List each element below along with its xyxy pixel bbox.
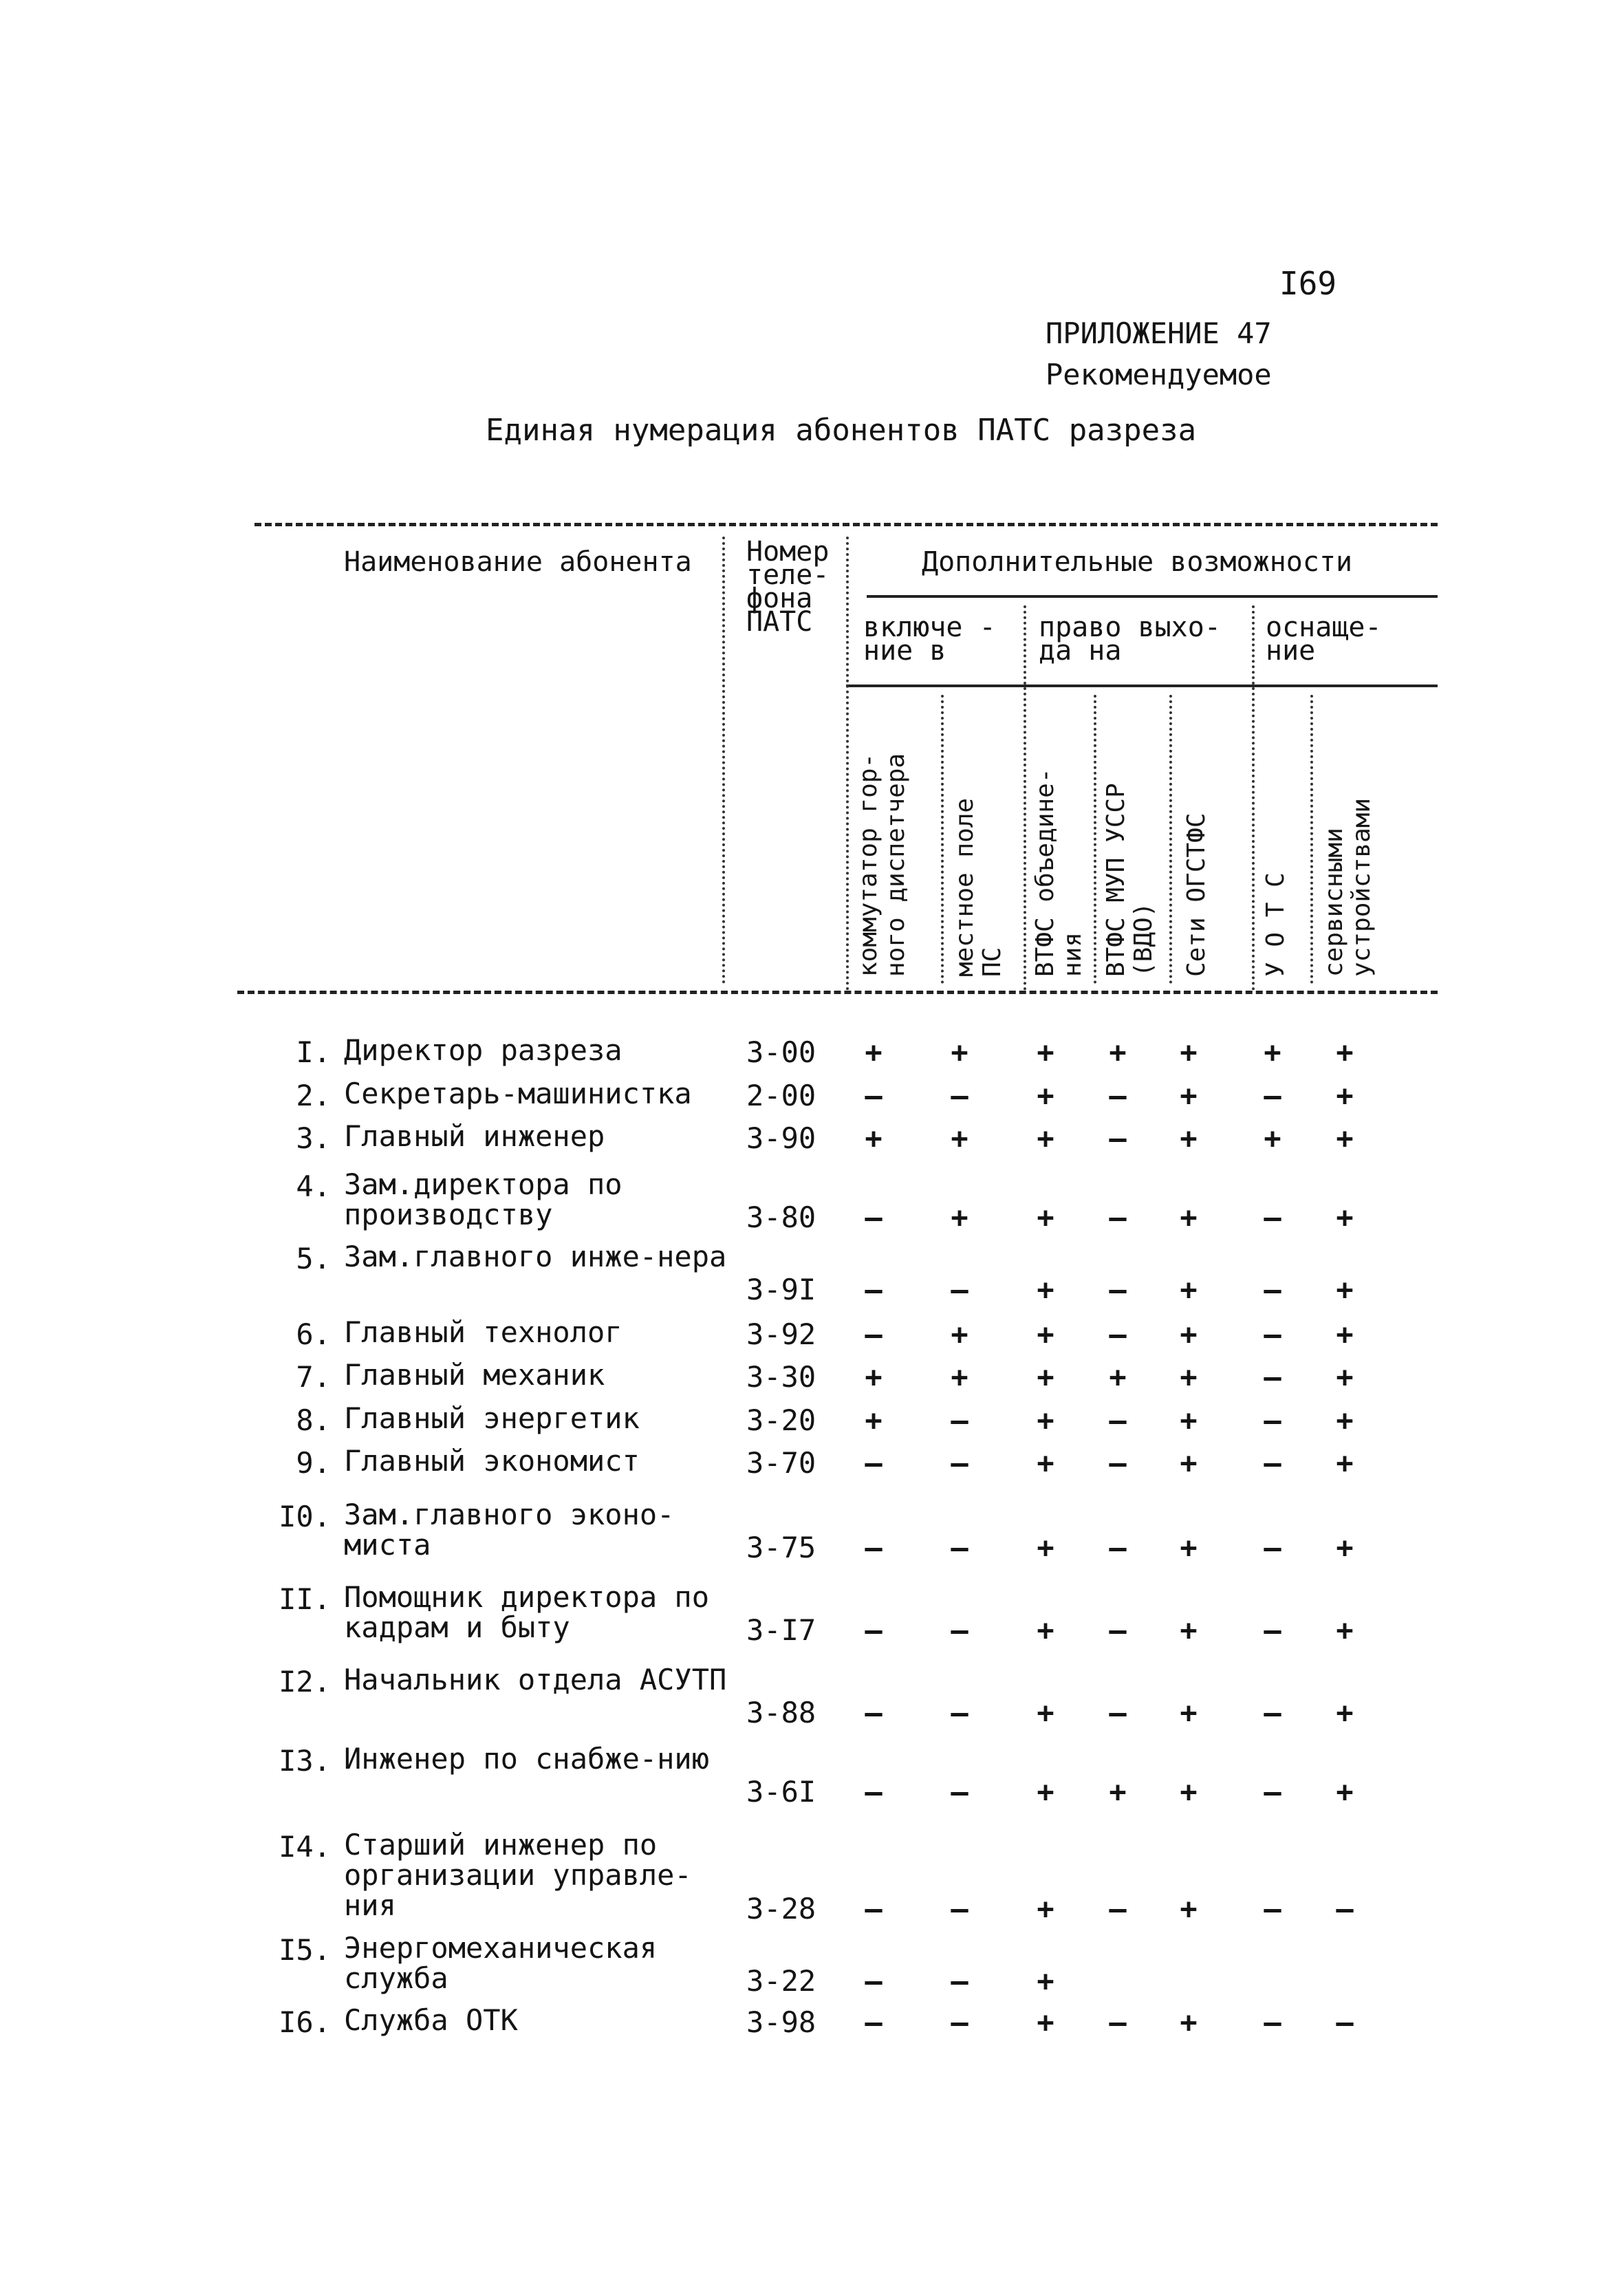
capability-mark: + (1037, 1892, 1054, 1926)
capability-mark: + (865, 1121, 883, 1155)
row-number: 2. (296, 1079, 331, 1112)
document-title: Единая нумерация абонентов ПАТС разреза (486, 413, 1197, 448)
capability-mark: + (1180, 1360, 1198, 1394)
capability-mark: – (1109, 1079, 1127, 1112)
capability-mark: – (951, 1403, 968, 1437)
capability-mark: + (1180, 1035, 1198, 1069)
row-number: I5. (279, 1933, 331, 1967)
sub-column-header: Сети ОГСТФС (1182, 812, 1211, 977)
capability-mark: – (1264, 1892, 1281, 1926)
capability-mark: – (1336, 1892, 1354, 1926)
capability-mark: – (1264, 1696, 1281, 1729)
capability-mark: + (1180, 1775, 1198, 1809)
capability-mark: – (865, 2005, 883, 2039)
sub-column-header: ВТФС МУП УССР (ВДО) (1102, 783, 1158, 977)
capability-mark: – (951, 1964, 968, 1998)
capability-mark: + (1264, 1121, 1281, 1155)
capability-mark: + (1264, 1035, 1281, 1069)
capability-mark: + (1336, 1403, 1354, 1437)
capability-mark: + (1037, 1121, 1054, 1155)
capability-mark: – (865, 1775, 883, 1809)
sub-column-header: У О Т С (1262, 872, 1290, 977)
column-separator (1094, 695, 1096, 984)
row-number: 7. (296, 1360, 331, 1394)
column-separator (722, 537, 725, 984)
capability-mark: – (1264, 1446, 1281, 1480)
subscriber-name: Служба ОТК (344, 2003, 518, 2037)
row-number: 8. (296, 1403, 331, 1437)
column-header-name: Наименование абонента (344, 546, 692, 578)
phone-number: 2-00 (746, 1079, 816, 1112)
capability-mark: + (1336, 1317, 1354, 1351)
subscriber-name: Главный механик (344, 1358, 605, 1392)
phone-number: 3-70 (746, 1446, 816, 1480)
capability-mark: + (1037, 1079, 1054, 1112)
group-rule (846, 684, 1438, 687)
capability-mark: + (1336, 1531, 1354, 1564)
column-separator (846, 537, 849, 991)
capability-mark: + (1037, 2005, 1054, 2039)
capability-mark: – (1264, 1403, 1281, 1437)
capability-mark: + (865, 1403, 883, 1437)
row-number: 3. (296, 1121, 331, 1155)
capability-mark: + (1037, 1035, 1054, 1069)
capability-mark: – (1264, 2005, 1281, 2039)
capability-mark: – (865, 1613, 883, 1647)
capability-mark: + (1037, 1531, 1054, 1564)
capability-mark: – (951, 2005, 968, 2039)
capability-mark: – (1264, 1775, 1281, 1809)
subscriber-name: Главный инженер (344, 1119, 605, 1153)
sub-column-header: местное поле ПС (951, 797, 1006, 977)
phone-number: 3-22 (746, 1964, 816, 1998)
phone-number: 3-75 (746, 1531, 816, 1564)
subscriber-name: Главный экономист (344, 1444, 640, 1478)
capability-mark: – (865, 1531, 883, 1564)
capability-mark: + (1109, 1775, 1127, 1809)
capability-mark: – (1264, 1200, 1281, 1234)
row-number: I4. (279, 1830, 331, 1864)
capability-mark: – (951, 1273, 968, 1306)
row-number: 9. (296, 1446, 331, 1480)
capability-mark: – (1264, 1613, 1281, 1647)
row-number: 5. (296, 1242, 331, 1275)
capability-mark: + (1037, 1360, 1054, 1394)
phone-number: 3-28 (746, 1892, 816, 1926)
capability-mark: + (1109, 1035, 1127, 1069)
capability-mark: + (951, 1035, 968, 1069)
capability-mark: + (865, 1035, 883, 1069)
capability-mark: + (1180, 2005, 1198, 2039)
column-separator (1169, 695, 1172, 984)
subscriber-name: Главный технолог (344, 1315, 622, 1349)
page-number: I69 (1279, 265, 1337, 302)
phone-number: 3-6I (746, 1775, 816, 1809)
capability-mark: – (1109, 1613, 1127, 1647)
capability-mark: – (1109, 1403, 1127, 1437)
capability-mark: – (1109, 1200, 1127, 1234)
subscriber-name: Главный энергетик (344, 1401, 640, 1435)
capability-mark: + (1336, 1079, 1354, 1112)
appendix-status: Рекомендуемое (1046, 358, 1272, 391)
capability-mark: + (1180, 1273, 1198, 1306)
capability-mark: – (1264, 1531, 1281, 1564)
capability-mark: – (1109, 1892, 1127, 1926)
row-number: I2. (279, 1665, 331, 1699)
capability-mark: + (1037, 1200, 1054, 1234)
capability-mark: – (865, 1079, 883, 1112)
capability-mark: – (865, 1964, 883, 1998)
capability-mark: + (1037, 1775, 1054, 1809)
capability-mark: – (1336, 2005, 1354, 2039)
row-number: I3. (279, 1744, 331, 1778)
capability-mark: + (1109, 1360, 1127, 1394)
capability-mark: + (951, 1360, 968, 1394)
capability-mark: + (1336, 1035, 1354, 1069)
capability-mark: – (1109, 1446, 1127, 1480)
capability-mark: – (1109, 1696, 1127, 1729)
capability-mark: + (1180, 1696, 1198, 1729)
phone-number: 3-90 (746, 1121, 816, 1155)
subscriber-name: Директор разреза (344, 1033, 622, 1067)
header-top-divider (255, 523, 1438, 526)
appendix-label: ПРИЛОЖЕНИЕ 47 (1046, 316, 1272, 350)
capability-mark: + (1037, 1613, 1054, 1647)
capability-mark: + (1336, 1446, 1354, 1480)
capability-mark: + (1037, 1446, 1054, 1480)
row-number: I6. (279, 2005, 331, 2039)
capability-mark: + (1336, 1121, 1354, 1155)
column-header-extra: Дополнительные возможности (922, 546, 1353, 578)
sub-column-header: ВТФС объедине- ния (1031, 768, 1087, 977)
phone-number: 3-20 (746, 1403, 816, 1437)
group-header-access: право выхо- да на (1039, 612, 1221, 667)
capability-mark: + (1180, 1531, 1198, 1564)
phone-number: 3-00 (746, 1035, 816, 1069)
capability-mark: – (1264, 1360, 1281, 1394)
capability-mark: + (1336, 1273, 1354, 1306)
capability-mark: + (1180, 1317, 1198, 1351)
phone-number: 3-92 (746, 1317, 816, 1351)
header-bottom-divider (237, 991, 1438, 994)
subscriber-name: Начальник отдела АСУТП (344, 1663, 727, 1696)
capability-mark: + (1180, 1079, 1198, 1112)
column-separator (1252, 605, 1255, 991)
capability-mark: + (1180, 1121, 1198, 1155)
capability-mark: – (865, 1200, 883, 1234)
capability-mark: – (1109, 1317, 1127, 1351)
row-number: II. (279, 1582, 331, 1616)
subscriber-name: Зам.главного эконо-миста (344, 1498, 675, 1562)
capability-mark: + (951, 1121, 968, 1155)
capability-mark: + (951, 1317, 968, 1351)
capability-mark: + (1336, 1775, 1354, 1809)
group-header-inclusion: включе - ние в (863, 612, 996, 667)
capability-mark: – (865, 1273, 883, 1306)
subscriber-name: Зам.главного инже-нера (344, 1240, 727, 1273)
sub-column-header: сервисными устройствами (1320, 797, 1376, 977)
capability-mark: – (951, 1531, 968, 1564)
capability-mark: – (951, 1775, 968, 1809)
subscriber-name: Помощник директора по кадрам и быту (344, 1580, 710, 1644)
capability-mark: – (1109, 1531, 1127, 1564)
capability-mark: – (1264, 1317, 1281, 1351)
capability-mark: + (1037, 1403, 1054, 1437)
capability-mark: + (1180, 1613, 1198, 1647)
row-number: 6. (296, 1317, 331, 1351)
phone-number: 3-98 (746, 2005, 816, 2039)
column-separator (1310, 695, 1313, 984)
capability-mark: – (1109, 1273, 1127, 1306)
capability-mark: + (1180, 1446, 1198, 1480)
row-number: I0. (279, 1500, 331, 1533)
column-separator (1024, 605, 1026, 991)
capability-mark: – (951, 1613, 968, 1647)
capability-mark: – (951, 1696, 968, 1729)
sub-column-header: коммутатор гор- ного диспетчера (854, 753, 910, 977)
capability-mark: + (1180, 1200, 1198, 1234)
capability-mark: + (1336, 1360, 1354, 1394)
capability-mark: – (1109, 1121, 1127, 1155)
capability-mark: + (1336, 1200, 1354, 1234)
capability-mark: + (1180, 1403, 1198, 1437)
phone-number: 3-30 (746, 1360, 816, 1394)
row-number: 4. (296, 1169, 331, 1203)
capability-mark: – (865, 1892, 883, 1926)
capability-mark: – (951, 1892, 968, 1926)
capability-mark: – (865, 1446, 883, 1480)
phone-number: 3-88 (746, 1696, 816, 1729)
phone-number: 3-80 (746, 1200, 816, 1234)
capability-mark: – (865, 1696, 883, 1729)
column-header-phone: Номер теле- фона ПАТС (746, 536, 830, 638)
subscriber-name: Инженер по снабже-нию (344, 1742, 710, 1776)
capability-mark: + (1037, 1964, 1054, 1998)
capability-mark: – (951, 1079, 968, 1112)
capability-mark: – (1264, 1079, 1281, 1112)
capability-mark: – (951, 1446, 968, 1480)
subscriber-name: Старший инженер по организации управле-ния (344, 1828, 692, 1922)
capability-mark: – (1264, 1273, 1281, 1306)
capability-mark: + (1037, 1696, 1054, 1729)
phone-number: 3-9I (746, 1273, 816, 1306)
extra-rule (867, 595, 1438, 598)
capability-mark: + (951, 1200, 968, 1234)
subscriber-name: Энергомеханическая служба (344, 1931, 658, 1995)
phone-number: 3-I7 (746, 1613, 816, 1647)
capability-mark: – (1109, 2005, 1127, 2039)
subscriber-name: Зам.директора по производству (344, 1167, 622, 1231)
capability-mark: + (1037, 1273, 1054, 1306)
capability-mark: – (865, 1317, 883, 1351)
capability-mark: + (1180, 1892, 1198, 1926)
capability-mark: + (1336, 1696, 1354, 1729)
capability-mark: + (865, 1360, 883, 1394)
capability-mark: + (1336, 1613, 1354, 1647)
capability-mark: + (1037, 1317, 1054, 1351)
row-number: I. (296, 1035, 331, 1069)
column-separator (941, 695, 944, 984)
subscriber-name: Секретарь-машинистка (344, 1077, 692, 1110)
group-header-equipment: оснаще- ние (1266, 612, 1382, 667)
